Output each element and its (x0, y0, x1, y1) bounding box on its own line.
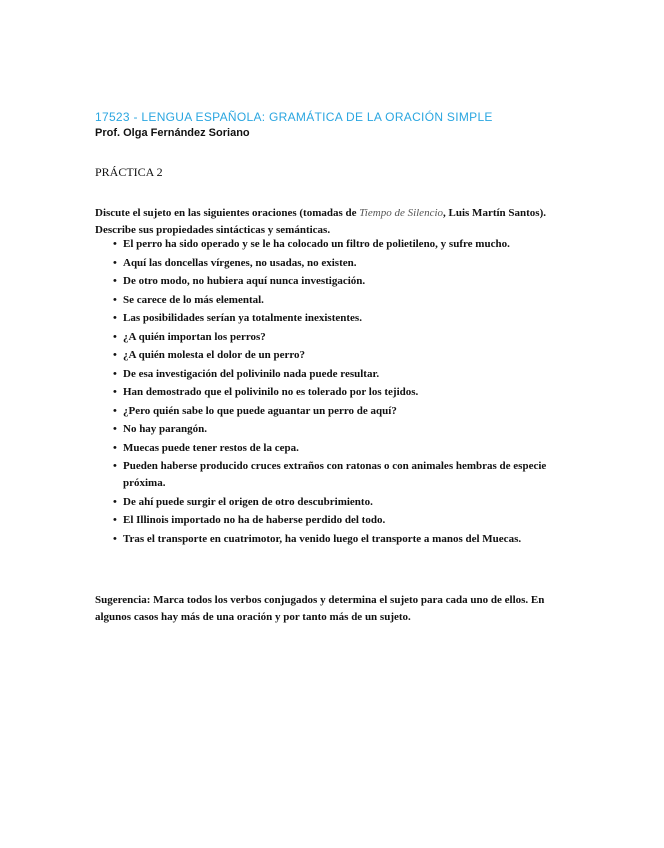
sentence-item: • Han demostrado que el polivinilo no es tolerado por los tejidos. (113, 384, 573, 401)
book-title: Tiempo de Silencio (359, 207, 444, 219)
practice-title: PRÁCTICA 2 (95, 165, 163, 179)
instructions-paragraph (95, 205, 555, 239)
sentence-item: • ¿A quién importan los perros? (113, 329, 573, 346)
sentence-item: • Pueden haberse producido cruces extraños con ratonas o con animales hembras de especie próxima. (113, 458, 573, 492)
sentence-list (113, 236, 573, 549)
suggestion-paragraph: Sugerencia: Marca todos los verbos conjugados y determina el sujeto para cada uno de ellos. En algunos casos hay más de una oración y por tanto más de un sujeto. (95, 594, 545, 623)
sentence-item: • El Illinois importado no ha de haberse perdido del todo. (113, 512, 573, 529)
professor-name: Prof. Olga Fernández Soriano (95, 127, 250, 139)
sentence-item: • De esa investigación del polivinilo nada puede resultar. (113, 366, 573, 383)
sentence-item: • De otro modo, no hubiera aquí nunca investigación. (113, 273, 573, 290)
sentence-item: • ¿A quién molesta el dolor de un perro? (113, 347, 573, 364)
sentence-item: • Las posibilidades serían ya totalmente inexistentes. (113, 310, 573, 327)
instructions-text-end: , Luis Martín Santos). Describe sus propiedades sintácticas y semánticas. (95, 207, 547, 236)
sentence-item: • Aquí las doncellas vírgenes, no usadas, no existen. (113, 255, 573, 272)
sentence-item: • No hay parangón. (113, 421, 573, 438)
sentence-item: • ¿Pero quién sabe lo que puede aguantar un perro de aquí? (113, 403, 573, 420)
sentence-item: • Muecas puede tener restos de la cepa. (113, 440, 573, 457)
sentence-item: • Tras el transporte en cuatrimotor, ha venido luego el transporte a manos del Muecas. (113, 531, 573, 548)
course-title: 17523 - LENGUA ESPAÑOLA: GRAMÁTICA DE LA ORACIÓN SIMPLE (95, 110, 493, 124)
sentence-item: • Se carece de lo más elemental. (113, 292, 573, 309)
instructions-text-start: Discute el sujeto en las siguientes oraciones (tomadas de (95, 207, 360, 219)
sentence-item: • De ahí puede surgir el origen de otro descubrimiento. (113, 494, 573, 511)
sentence-item: • El perro ha sido operado y se le ha colocado un filtro de polietileno, y sufre mucho. (113, 236, 573, 253)
